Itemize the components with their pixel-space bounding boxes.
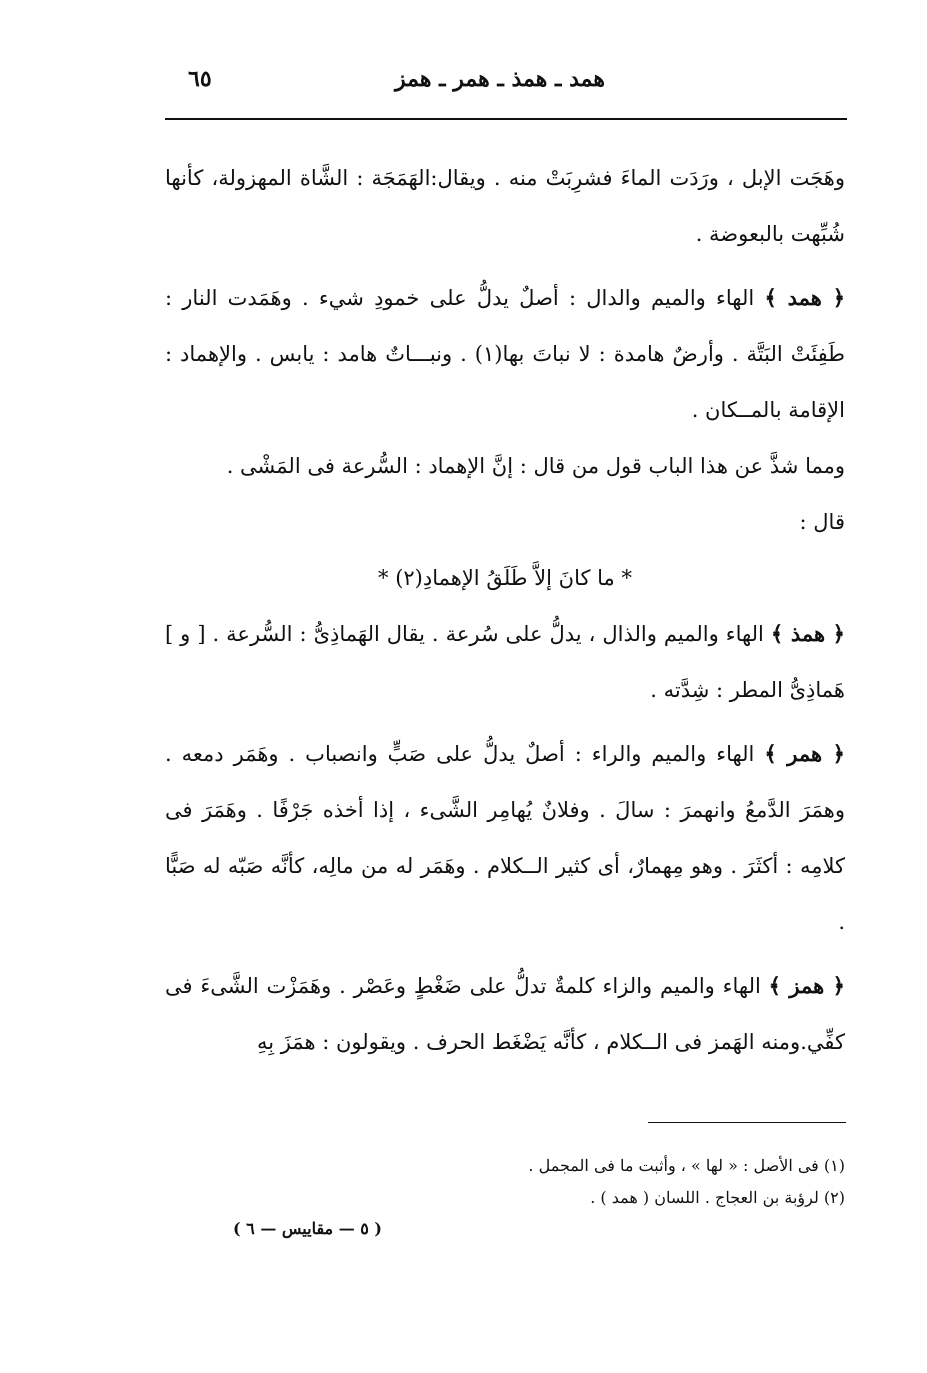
entry-headword: ﴿ همر ﴾	[764, 741, 845, 766]
paragraph	[165, 150, 845, 262]
entry-headword: ﴿ همذ ﴾	[770, 621, 845, 646]
footnote: (٢) لرؤبة بن العجاج . اللسان ( همد ) .	[590, 1188, 845, 1207]
entry-paragraph	[165, 270, 845, 438]
page-header	[180, 66, 840, 110]
paragraph-text: الهاء والميم والزاء كلمةٌ تدلُّ على ضَغْطٍ وعَصْر . وهَمَزْت الشَّىءَ فى كفِّي.ومنه الهَمز فى الــكلام ، كأنَّه يَضْغَط الحرف . ويقولون : همَزَ بِهِ	[165, 974, 845, 1054]
paragraph-text: الهاء والميم والدال : أصلٌ يدلُّ على خمودِ شيء . وهَمَدت النار : طَفِئَتْ البَتَّة . وأرضٌ هامدة : لا نباتَ بها(١) . ونبـــاتٌ هامد : يابس . والإهماد : الإقامة بالمــكان .	[165, 286, 845, 422]
entry-paragraph	[165, 606, 845, 718]
main-text	[165, 150, 845, 1070]
paragraph-text: قال :	[799, 510, 845, 534]
paragraph	[165, 438, 845, 494]
paragraph-text: الهاء والميم والراء : أصلٌ يدلُّ على صَبٍّ وانصباب . وهَمَر دمعه . وهمَرَ الدَّمعُ وانهمرَ : سالَ . وفلانٌ يُهامِر الشَّىء ، إذا أخذه جَرْفًا . وهَمَرَ فى كلامِه : أكثَرَ . وهو مِهمارٌ، أى كثير الــكلام . وهَمَر له من مالِه، كأنَّه صَبّه له صَبًّا .	[165, 742, 845, 934]
entry-headword: ﴿ همز ﴾	[768, 973, 845, 998]
footnote: (١) فى الأصل : « لها » ، وأثبت ما فى المجمل .	[528, 1156, 845, 1175]
page-number: ٦٥	[188, 66, 212, 92]
entry-paragraph	[165, 958, 845, 1070]
paragraph-text: الهاء والميم والذال ، يدلُّ على سُرعة . يقال الهَماذِىُّ : السُّرعة . [ و ] هَماذِىُّ المطر : شِدَّته .	[165, 622, 845, 702]
footnotes	[380, 1150, 845, 1214]
signature-mark: ( ٥ — مقاييس — ٦ )	[233, 1219, 382, 1238]
running-title: همد ـ همذ ـ همر ـ همز	[395, 66, 605, 92]
paragraph-text: ومما شذَّ عن هذا الباب قول من قال : إنَّ الإهماد : السُّرعة فى المَشْى .	[226, 454, 845, 478]
entry-paragraph	[165, 726, 845, 950]
entry-headword: ﴿ همد ﴾	[764, 285, 845, 310]
footnote-rule	[648, 1122, 846, 1123]
verse-text: * ما كانَ إلاَّ طَلَقُ الإهمادِ(٢) *	[378, 566, 632, 590]
paragraph	[165, 494, 845, 550]
verse-line	[165, 550, 845, 606]
paragraph-text: وهَجَت الإبل ، ورَدَت الماءَ فشرِبَتْ منه . ويقال:الهَمَجَة : الشَّاة المهزولة، كأنها شُبِّهت بالبعوضة .	[165, 166, 845, 246]
header-rule	[165, 118, 847, 120]
